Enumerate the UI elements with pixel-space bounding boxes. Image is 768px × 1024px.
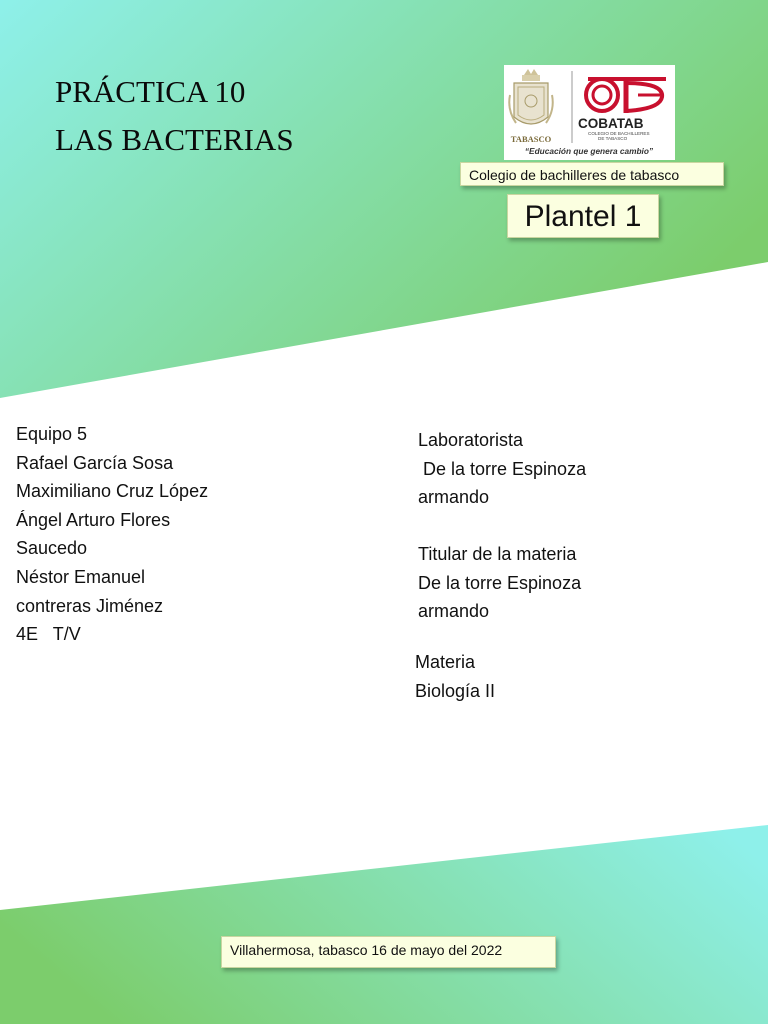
plantel-box: Plantel 1 xyxy=(507,194,659,238)
page-title xyxy=(55,68,294,164)
title-line-2: LAS BACTERIAS xyxy=(55,122,294,157)
materia-block xyxy=(415,648,495,705)
college-box: Colegio de bachilleres de tabasco xyxy=(460,162,724,186)
titular-block xyxy=(418,540,581,626)
laboratorista-block xyxy=(418,426,586,512)
footer-date-box: Villahermosa, tabasco 16 de mayo del 2022 xyxy=(221,936,556,968)
team-line: Rafael García Sosa xyxy=(16,452,174,473)
lab-line: Laboratorista xyxy=(418,430,524,450)
team-line: Saucedo xyxy=(16,538,88,559)
team-line: Maximiliano Cruz López xyxy=(16,481,209,502)
logo-brand: COBATAB xyxy=(578,116,644,131)
cobatab-emblem-icon xyxy=(586,79,666,113)
team-line: contreras Jiménez xyxy=(16,595,164,616)
titular-line: De la torre Espinoza xyxy=(418,572,582,593)
lab-line: armando xyxy=(418,487,490,508)
team-line: 4E T/V xyxy=(16,624,81,645)
team-line: Equipo 5 xyxy=(16,424,88,444)
tabasco-coat-of-arms-icon xyxy=(509,69,553,124)
logo-slogan: “Educación que genera cambio” xyxy=(524,146,654,156)
materia-line: Biología II xyxy=(415,680,496,701)
bottom-gradient-band xyxy=(0,825,768,1024)
logo-subtitle-1: COLEGIO DE BACHILLERES xyxy=(588,131,650,136)
title-line-1: PRÁCTICA 10 xyxy=(55,74,246,109)
team-block xyxy=(16,420,208,649)
lab-line: De la torre Espinoza xyxy=(418,458,587,479)
logo-subtitle-2: DE TABASCO xyxy=(598,136,628,141)
titular-line: Titular de la materia xyxy=(418,544,577,564)
materia-line: Materia xyxy=(415,652,476,672)
logo-state-label: TABASCO xyxy=(510,134,552,144)
team-line: Néstor Emanuel xyxy=(16,566,146,587)
titular-line: armando xyxy=(418,601,490,622)
team-line: Ángel Arturo Flores xyxy=(16,509,171,530)
cobatab-logo xyxy=(504,65,675,160)
